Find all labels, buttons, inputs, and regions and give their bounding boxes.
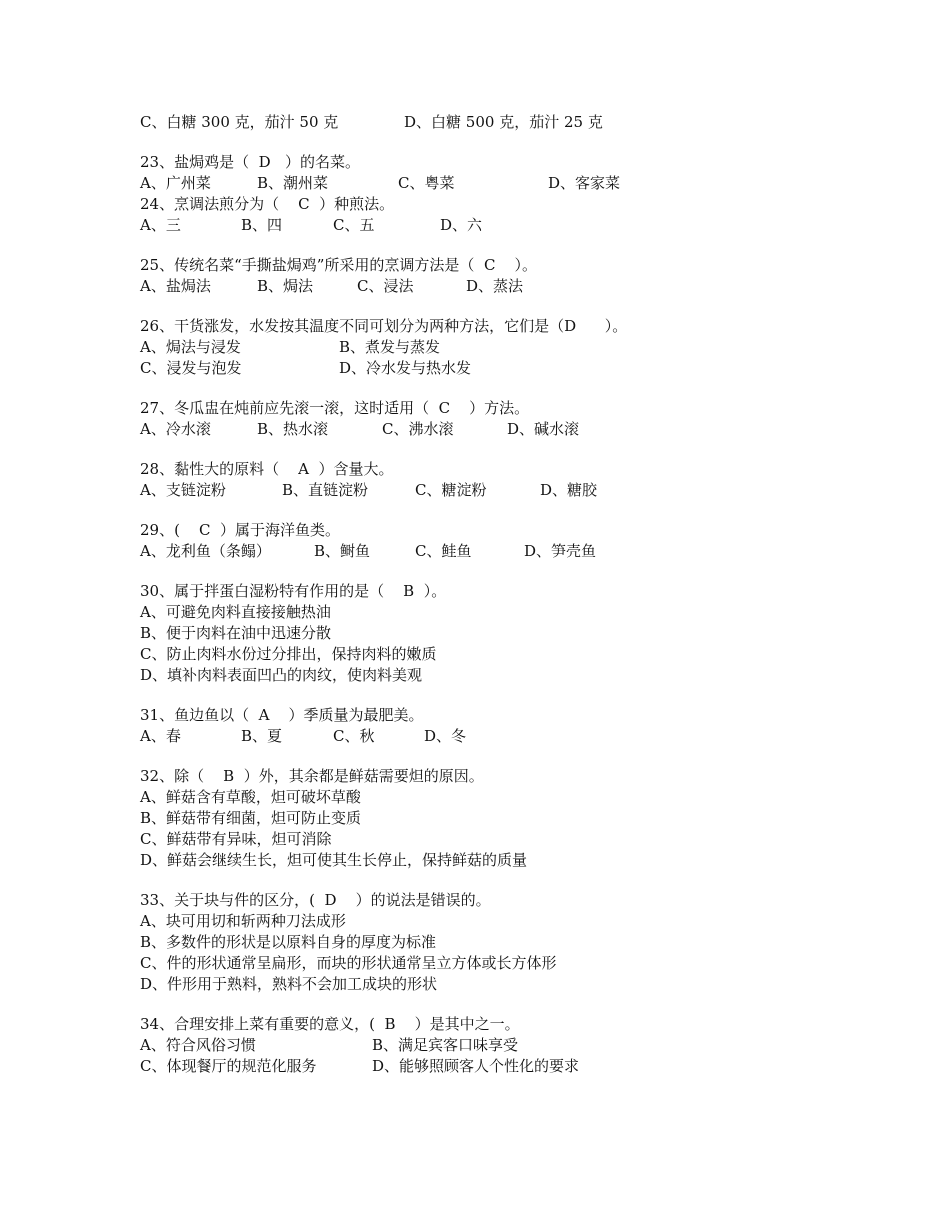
question-text: 28、黏性大的原料（ A ）含量大。 <box>140 460 394 478</box>
option: A、三 <box>140 216 181 234</box>
question-text: 33、关于块与件的区分，( D ）的说法是错误的。 <box>140 891 491 909</box>
option: C、五 <box>333 216 375 234</box>
option-row <box>140 480 880 501</box>
option-row <box>140 173 880 194</box>
question-text: 24、烹调法煎分为（ C ）种煎法。 <box>140 195 395 213</box>
option: B、热水滚 <box>257 420 329 438</box>
option: B、鲜菇带有细菌，炟可防止变质 <box>140 809 362 827</box>
option: B、煮发与蒸发 <box>339 338 441 356</box>
option-row <box>140 112 880 133</box>
option: C、白糖 300 克，茄汁 50 克 <box>140 113 339 131</box>
option: B、满足宾客口味享受 <box>372 1036 519 1054</box>
option: D、糖胶 <box>540 481 598 499</box>
option: B、多数件的形状是以原料自身的厚度为标准 <box>140 933 437 951</box>
option: C、粤菜 <box>398 174 455 192</box>
option: D、件形用于熟料，熟料不会加工成块的形状 <box>140 975 438 993</box>
option: C、糖淀粉 <box>415 481 487 499</box>
option: C、浸发与泡发 <box>140 359 242 377</box>
option: D、鲜菇会继续生长，炟可使其生长停止，保持鲜菇的质量 <box>140 851 528 869</box>
option-row <box>140 358 880 379</box>
option: C、件的形状通常呈扁形，而块的形状通常呈立方体或长方体形 <box>140 954 557 972</box>
question-text: 31、鱼边鱼以（ A ）季质量为最肥美。 <box>140 706 424 724</box>
option: B、潮州菜 <box>257 174 329 192</box>
option: C、体现餐厅的规范化服务 <box>140 1057 317 1075</box>
option: C、鲜菇带有异味，炟可消除 <box>140 830 332 848</box>
option: A、块可用切和斩两种刀法成形 <box>140 912 346 930</box>
document-page <box>140 112 880 1077</box>
option: B、便于肉料在油中迅速分散 <box>140 624 332 642</box>
option: D、碱水滚 <box>507 420 580 438</box>
option: B、夏 <box>241 727 283 745</box>
option: B、直链淀粉 <box>282 481 369 499</box>
question-text: 23、盐焗鸡是（ D ）的名菜。 <box>140 153 360 171</box>
option: B、四 <box>241 216 283 234</box>
option-row <box>140 541 880 562</box>
question-text: 29、( C ）属于海洋鱼类。 <box>140 521 341 539</box>
option: B、焗法 <box>257 277 314 295</box>
option-row <box>140 215 880 236</box>
option: A、龙利鱼（条鳎） <box>140 542 271 560</box>
option: C、防止肉料水份过分排出，保持肉料的嫩质 <box>140 645 437 663</box>
question-text: 26、干货涨发，水发按其温度不同可划分为两种方法，它们是（D ）。 <box>140 317 628 335</box>
option: D、冬 <box>424 727 467 745</box>
option: A、广州菜 <box>140 174 211 192</box>
option: D、蒸法 <box>466 277 524 295</box>
option: C、秋 <box>333 727 375 745</box>
option-row <box>140 419 880 440</box>
question-text: 32、除（ B ）外，其余都是鲜菇需要炟的原因。 <box>140 767 484 785</box>
option: C、浸法 <box>357 277 414 295</box>
question-text: 27、冬瓜盅在炖前应先滚一滚，这时适用（ C ）方法。 <box>140 399 530 417</box>
option-row <box>140 276 880 297</box>
question-text: 25、传统名菜“手撕盐焗鸡”所采用的烹调方法是（ C ）。 <box>140 256 538 274</box>
option: A、可避免肉料直接接触热油 <box>140 603 331 621</box>
option: D、能够照顾客人个性化的要求 <box>372 1057 580 1075</box>
option-row <box>140 726 880 747</box>
option: B、鲥鱼 <box>314 542 371 560</box>
option: D、六 <box>440 216 483 234</box>
option-row <box>140 1056 880 1077</box>
option-row <box>140 1035 880 1056</box>
option: A、支链淀粉 <box>140 481 226 499</box>
option: A、冷水滚 <box>140 420 211 438</box>
option: D、笋壳鱼 <box>524 542 597 560</box>
option: A、春 <box>140 727 181 745</box>
option: D、冷水发与热水发 <box>339 359 472 377</box>
option: C、鲑鱼 <box>415 542 472 560</box>
question-text: 34、合理安排上菜有重要的意义，( B ）是其中之一。 <box>140 1015 520 1033</box>
option: D、客家菜 <box>548 174 621 192</box>
option: D、白糖 500 克，茄汁 25 克 <box>404 113 603 131</box>
option-row <box>140 337 880 358</box>
option: A、符合风俗习惯 <box>140 1036 256 1054</box>
option: A、盐焗法 <box>140 277 211 295</box>
option: A、鲜菇含有草酸，炟可破坏草酸 <box>140 788 361 806</box>
option: C、沸水滚 <box>382 420 454 438</box>
option: A、焗法与浸发 <box>140 338 241 356</box>
question-text: 30、属于拌蛋白湿粉特有作用的是（ B ）。 <box>140 582 447 600</box>
option: D、填补肉料表面凹凸的肉纹，使肉料美观 <box>140 666 423 684</box>
